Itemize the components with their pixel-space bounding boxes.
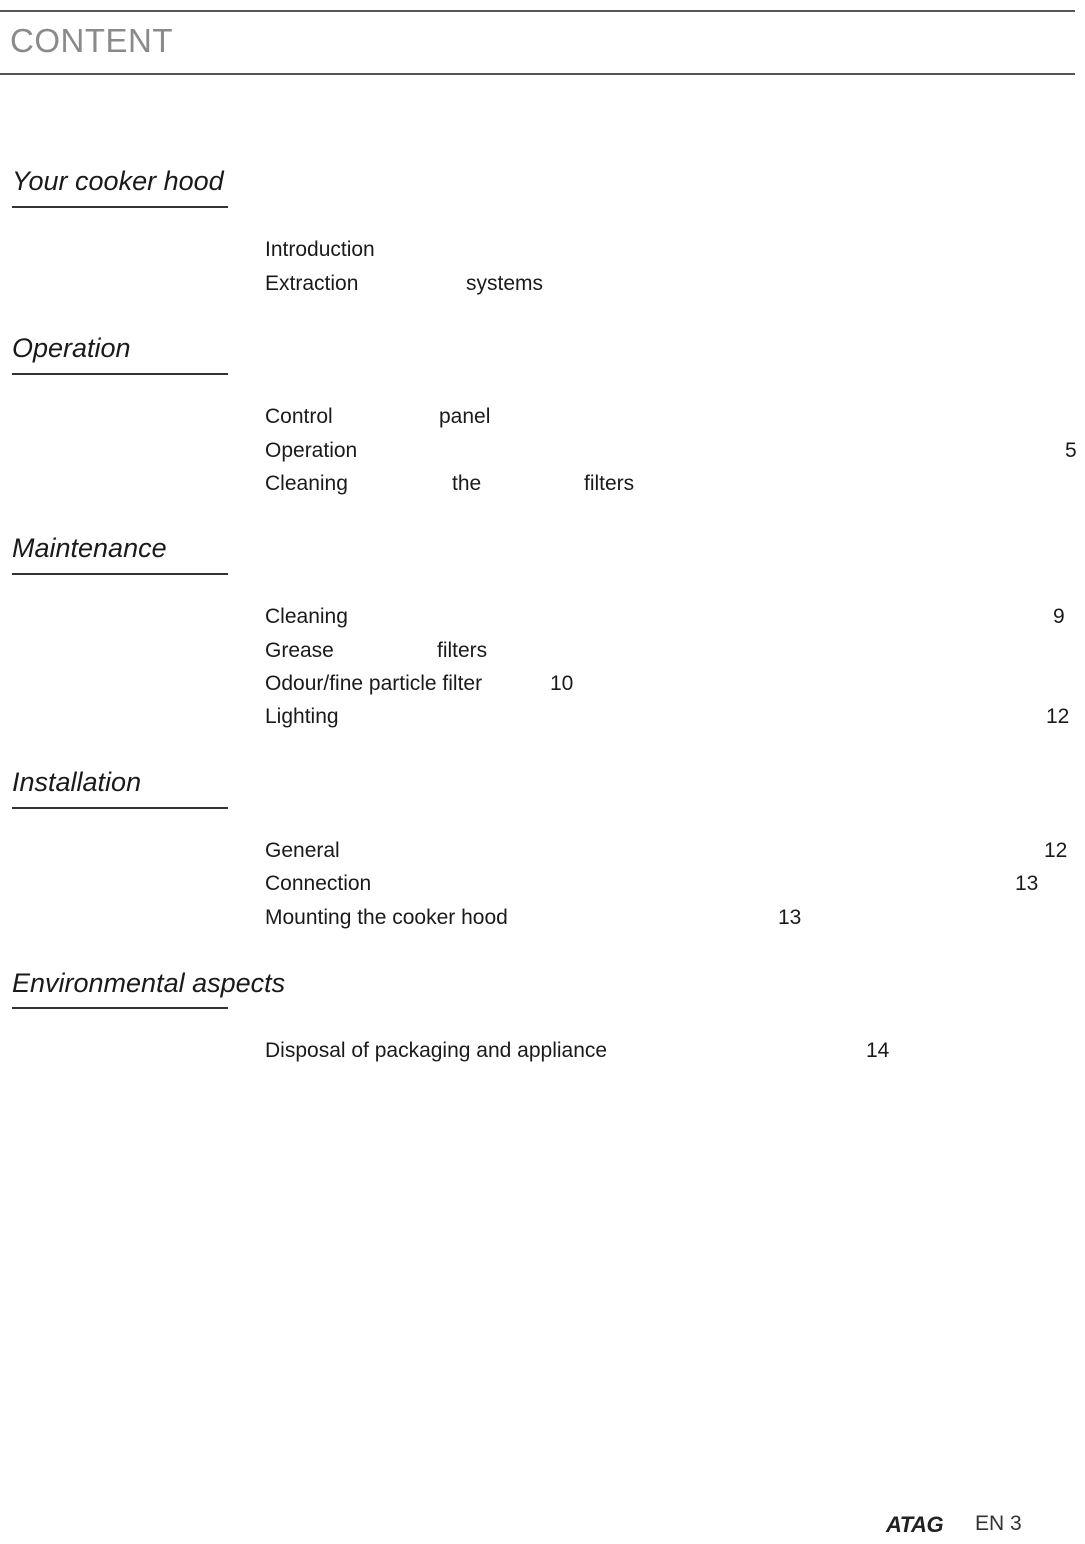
section-divider	[12, 573, 228, 575]
toc-page-number: 9	[1053, 605, 1065, 628]
toc-page-number: 13	[778, 906, 802, 929]
section-heading-your-cooker-hood: Your cooker hood	[12, 166, 224, 196]
toc-entry-mounting[interactable]: Mounting the cooker hood	[265, 906, 508, 929]
toc-page-number: 5	[1065, 439, 1077, 462]
toc-entry-introduction[interactable]: Introduction	[265, 238, 375, 261]
section-divider	[12, 373, 228, 375]
toc-entry-cleaning-filters-word-2[interactable]: the	[452, 472, 482, 495]
section-divider	[12, 807, 228, 809]
toc-page-number: 12	[1046, 705, 1070, 728]
page-title: CONTENT	[10, 22, 173, 59]
toc-entry-connection[interactable]: Connection	[265, 872, 372, 895]
section-heading-environmental-aspects: Environmental aspects	[12, 968, 286, 998]
toc-page-number: 12	[1044, 839, 1068, 862]
toc-entry-extraction-word-1[interactable]: Extraction	[265, 272, 359, 295]
toc-entry-grease-filters-word-1[interactable]: Grease	[265, 639, 334, 662]
page-number: EN 3	[975, 1512, 1022, 1535]
toc-page-number: 14	[866, 1039, 890, 1062]
toc-page-number: 10	[550, 672, 574, 695]
toc-entry-cleaning-filters-word-3[interactable]: filters	[584, 472, 635, 495]
section-heading-maintenance: Maintenance	[12, 533, 167, 563]
toc-entry-lighting[interactable]: Lighting	[265, 705, 339, 728]
toc-entry-odour-filter[interactable]: Odour/fine particle filter	[265, 672, 483, 695]
toc-entry-operation[interactable]: Operation	[265, 439, 358, 462]
toc-page-number: 13	[1015, 872, 1039, 895]
toc-entry-control-panel-word-2[interactable]: panel	[439, 405, 491, 428]
section-divider	[12, 1007, 228, 1009]
header-bar	[0, 10, 1075, 75]
section-divider	[12, 206, 228, 208]
toc-entry-disposal[interactable]: Disposal of packaging and appliance	[265, 1039, 608, 1062]
section-heading-installation: Installation	[12, 767, 142, 797]
toc-entry-cleaning[interactable]: Cleaning	[265, 605, 348, 628]
toc-entry-cleaning-filters-word-1[interactable]: Cleaning	[265, 472, 348, 495]
brand-logo: ATAG	[886, 1512, 944, 1537]
toc-entry-general[interactable]: General	[265, 839, 340, 862]
toc-entry-grease-filters-word-2[interactable]: filters	[437, 639, 488, 662]
toc-entry-extraction-word-2[interactable]: systems	[466, 272, 544, 295]
toc-entry-control-panel-word-1[interactable]: Control	[265, 405, 333, 428]
section-heading-operation: Operation	[12, 333, 131, 363]
